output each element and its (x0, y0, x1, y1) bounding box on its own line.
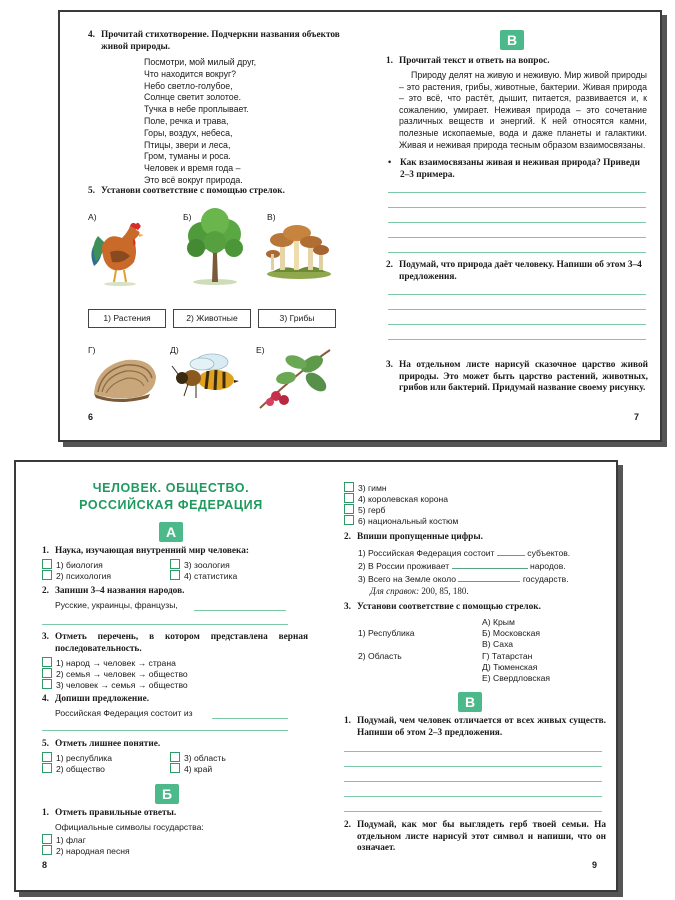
section-badge-v: В (458, 692, 482, 712)
title-line: РОССИЙСКАЯ ФЕДЕРАЦИЯ (79, 498, 263, 512)
poem-line[interactable]: Что находится вокруг? (144, 68, 237, 79)
option-checkbox[interactable]: 1) республика (42, 752, 112, 764)
checkbox[interactable] (170, 752, 180, 762)
checkbox[interactable] (42, 834, 52, 844)
task-b1: 1. Отметь правильные ответы. (42, 808, 177, 818)
tinder-fungus-icon (90, 352, 160, 404)
bee-icon (168, 352, 240, 400)
option-checkbox[interactable]: 4) королевская корона (344, 493, 448, 505)
prefilled-answer: Российская Федерация состоит из (55, 708, 193, 718)
poem-line[interactable]: Небо светло-голубое, (144, 80, 233, 91)
poem-line[interactable]: Посмотри, мой милый друг, (144, 57, 257, 67)
poem-line[interactable]: Горы, воздух, небеса, (144, 127, 233, 138)
writing-line[interactable] (212, 718, 288, 719)
option-checkbox[interactable]: 2) общество (42, 763, 105, 775)
match-right-item[interactable]: Б) Московская (482, 628, 541, 638)
task-3: 3. Отметь перечень, в котором представлена верная последовательность. (42, 632, 308, 654)
match-left-item[interactable]: 1) Республика (358, 628, 415, 638)
page-number: 9 (592, 860, 598, 870)
writing-line[interactable] (388, 192, 646, 193)
workbook-spread-pages-8-9 (14, 460, 618, 892)
answer-blank[interactable] (458, 572, 520, 582)
checkbox[interactable] (42, 668, 52, 678)
image-label-b: Б) (183, 212, 192, 222)
option-checkbox[interactable]: 2) семья → человек → общество (42, 668, 188, 680)
writing-line[interactable] (344, 796, 602, 797)
writing-line[interactable] (344, 766, 602, 767)
fill-in-item: 3) Всего на Земле около государств. (358, 574, 569, 584)
answer-blank[interactable] (452, 559, 528, 569)
answer-blank[interactable] (497, 546, 525, 556)
match-right-item[interactable]: А) Крым (482, 617, 515, 627)
section-badge-b: Б (155, 784, 179, 804)
checkbox[interactable] (170, 570, 180, 580)
category-fungi-box: 3) Грибы (258, 309, 336, 328)
page-6 (60, 12, 362, 440)
page-number: 7 (634, 412, 640, 422)
checkbox[interactable] (42, 559, 52, 569)
writing-line[interactable] (388, 294, 646, 295)
image-label-g: Г) (88, 345, 96, 355)
checkbox[interactable] (42, 570, 52, 580)
match-right-item[interactable]: В) Саха (482, 639, 514, 649)
checkbox[interactable] (344, 515, 354, 525)
checkbox[interactable] (42, 657, 52, 667)
option-checkbox[interactable]: 3) зоология (170, 559, 230, 571)
page-9 (322, 462, 616, 890)
option-checkbox[interactable]: 4) край (170, 763, 212, 775)
mushrooms-icon (264, 218, 334, 280)
writing-line[interactable] (344, 751, 602, 752)
bullet: • (388, 158, 392, 168)
checkbox[interactable] (42, 763, 52, 773)
section-badge-a: А (159, 522, 183, 542)
option-checkbox[interactable]: 2) народная песня (42, 845, 130, 857)
writing-line[interactable] (42, 730, 288, 731)
task-3: 3. Установи соответствие с помощью стрелок. (344, 602, 541, 612)
title-line: ЧЕЛОВЕК. ОБЩЕСТВО. (92, 481, 250, 495)
option-checkbox[interactable]: 1) флаг (42, 834, 86, 846)
writing-line[interactable] (388, 237, 646, 238)
option-checkbox[interactable]: 4) статистика (170, 570, 237, 582)
task-2: 2. Подумай, что природа даёт человеку. Напиши об этом 3–4 предложения. (386, 260, 642, 282)
task-1: 1. Прочитай текст и ответь на вопрос. (386, 56, 550, 66)
image-label-v: В) (267, 212, 276, 222)
checkbox[interactable] (344, 504, 354, 514)
category-plants-box: 1) Растения (88, 309, 166, 328)
checkbox[interactable] (344, 482, 354, 492)
reference-hint: Для справок: 200, 85, 180. (370, 586, 469, 596)
checkbox[interactable] (42, 679, 52, 689)
subquestion: Как взаимосвязаны живая и неживая природа? Приведи 2–3 примера. (400, 158, 640, 180)
match-left-item[interactable]: 2) Область (358, 651, 402, 661)
task-2: 2. Впиши пропущенные цифры. (344, 532, 483, 542)
checkbox[interactable] (170, 559, 180, 569)
raspberry-branch-icon (256, 344, 336, 412)
rooster-icon (86, 222, 158, 288)
task-5: 5. Установи соответствие с помощью стрелок. (88, 186, 285, 196)
checkbox[interactable] (170, 763, 180, 773)
writing-line[interactable] (388, 339, 646, 340)
reading-text: Природу делят на живую и неживую. Мир живой природы – это растения, грибы, животные, бактерии. Живая природа – это всё, что растёт, дышит, питается, развивается и, к сожалению, умирает. Неживая природа – это сочетание различных веществ и энергий. К ней относятся камни, полезные ископаемые, вода и даже планеты и галактики. Живая и неживая природа тесным образом взаимосвязаны. (399, 70, 647, 150)
match-right-item[interactable]: Д) Тюменская (482, 662, 538, 672)
option-checkbox[interactable]: 3) область (170, 752, 226, 764)
poem-line[interactable]: Это всё вокруг природа. (144, 174, 243, 185)
section-badge-v: В (500, 30, 524, 50)
task-4: 4. Допиши предложение. (42, 694, 150, 704)
task-4: 4. Прочитай стихотворение. Подчеркни названия объектов живой природы. (88, 30, 340, 52)
task-1: 1. Наука, изучающая внутренний мир человека: (42, 546, 250, 556)
page-8 (16, 462, 318, 890)
option-checkbox[interactable]: 3) человек → семья → общество (42, 679, 188, 691)
prefilled-answer: Русские, украинцы, французы, (55, 600, 178, 610)
writing-line[interactable] (388, 207, 646, 208)
workbook-spread-pages-6-7 (58, 10, 662, 442)
option-checkbox[interactable]: 6) национальный костюм (344, 515, 458, 527)
option-checkbox[interactable]: 1) народ → человек → страна (42, 657, 176, 669)
task-5: 5. Отметь лишнее понятие. (42, 739, 161, 749)
option-checkbox[interactable]: 3) гимн (344, 482, 387, 494)
writing-line[interactable] (42, 624, 288, 625)
task-v2: 2. Подумай, как мог бы выглядеть герб твоей семьи. На отдельном листе нарисуй этот символ и напиши, что он означает. (344, 820, 606, 853)
task-v1: 1. Подумай, чем человек отличается от всех живых существ. Напиши об этом 2–3 предложения. (344, 716, 606, 738)
image-label-d: Д) (170, 345, 179, 355)
writing-line[interactable] (388, 309, 646, 310)
page-7 (366, 12, 660, 440)
poem-line[interactable]: Птицы, звери и леса, (144, 139, 231, 150)
poem-line[interactable]: Человек и время года – (144, 163, 241, 174)
task-2: 2. Запиши 3–4 названия народов. (42, 586, 185, 596)
writing-line[interactable] (388, 222, 646, 223)
fill-in-item: 2) В России проживает народов. (358, 561, 566, 571)
writing-line[interactable] (344, 811, 602, 812)
writing-line[interactable] (388, 324, 646, 325)
poem-line[interactable]: Тучка в небе проплывает. (144, 104, 249, 115)
option-checkbox[interactable]: 2) психология (42, 570, 111, 582)
writing-line[interactable] (194, 610, 286, 611)
option-checkbox[interactable]: 5) герб (344, 504, 385, 516)
page-number: 8 (42, 860, 48, 870)
poem-line[interactable]: Гром, туманы и роса. (144, 151, 231, 162)
checkbox[interactable] (42, 752, 52, 762)
poem-line[interactable]: Солнце светит золотое. (144, 92, 242, 103)
image-label-a: А) (88, 212, 97, 222)
category-animals-box: 2) Животные (173, 309, 251, 328)
poem (144, 57, 256, 187)
match-right-item[interactable]: Е) Свердловская (482, 673, 551, 683)
poem-line[interactable]: Поле, речка и трава, (144, 115, 229, 126)
task-3: 3. На отдельном листе нарисуй сказочное царство живой природы. Это может быть царство растений, животных, грибов или бактерий. Придумай название своему рисунку. (386, 360, 648, 393)
page-number: 6 (88, 412, 94, 422)
writing-line[interactable] (344, 781, 602, 782)
match-right-item[interactable]: Г) Татарстан (482, 651, 533, 661)
subquestion: Официальные символы государства: (55, 822, 204, 832)
chapter-title (36, 480, 306, 514)
tree-icon (182, 206, 248, 286)
checkbox[interactable] (42, 845, 52, 855)
option-checkbox[interactable]: 1) биология (42, 559, 103, 571)
checkbox[interactable] (344, 493, 354, 503)
writing-line[interactable] (388, 252, 646, 253)
image-label-e: Е) (256, 345, 265, 355)
fill-in-item: 1) Российская Федерация состоит субъектов. (358, 548, 571, 558)
